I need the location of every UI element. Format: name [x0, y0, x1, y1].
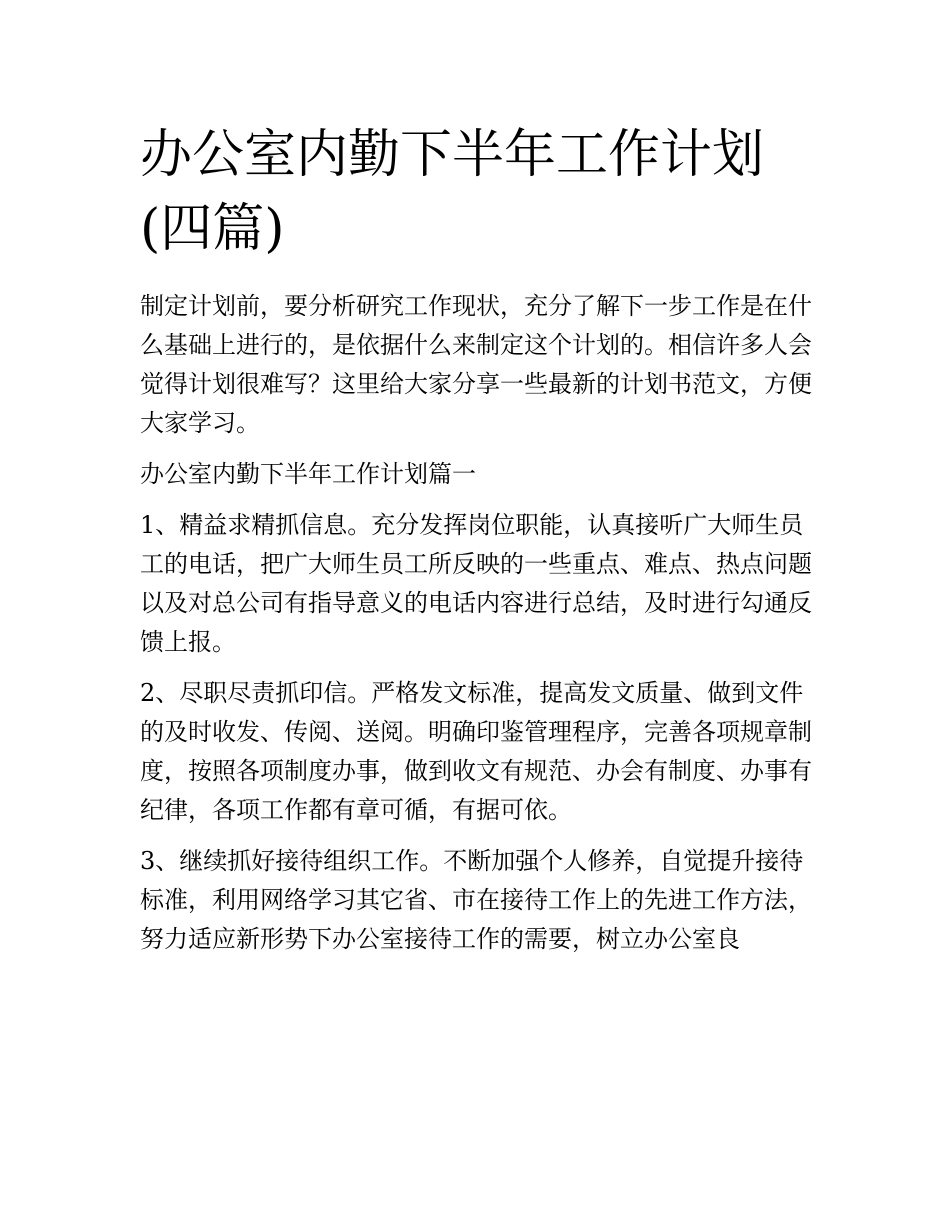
intro-paragraph: 制定计划前，要分析研究工作现状，充分了解下一步工作是在什么基础上进行的，是依据什么来制定这个计划的。相信许多人会觉得计划很难写？这里给大家分享一些最新的计划书范文，方便大家学习。 [140, 292, 812, 437]
list-item: 1、精益求精抓信息。充分发挥岗位职能，认真接听广大师生员工的电话，把广大师生员工所反映的一些重点、难点、热点问题以及对总公司有指导意义的电话内容进行总结，及时进行勾通反馈上报。 [140, 511, 812, 656]
section-heading: 办公室内勤下半年工作计划篇一 [140, 460, 476, 488]
document-title: 办公室内勤下半年工作计划(四篇) [140, 125, 765, 259]
list-item: 2、尽职尽责抓印信。严格发文标准，提高发文质量、做到文件的及时收发、传阅、送阅。明确印鉴管理程序，完善各项规章制度，按照各项制度办事，做到收文有规范、办会有制度、办事有纪律，各项工作都有章可循，有据可依。 [140, 679, 812, 824]
list-item: 3、继续抓好接待组织工作。不断加强个人修养，自觉提升接待标准，利用网络学习其它省、市在接待工作上的先进工作方法，努力适应新形势下办公室接待工作的需要，树立办公室良 [140, 847, 812, 953]
document-body [140, 281, 820, 965]
